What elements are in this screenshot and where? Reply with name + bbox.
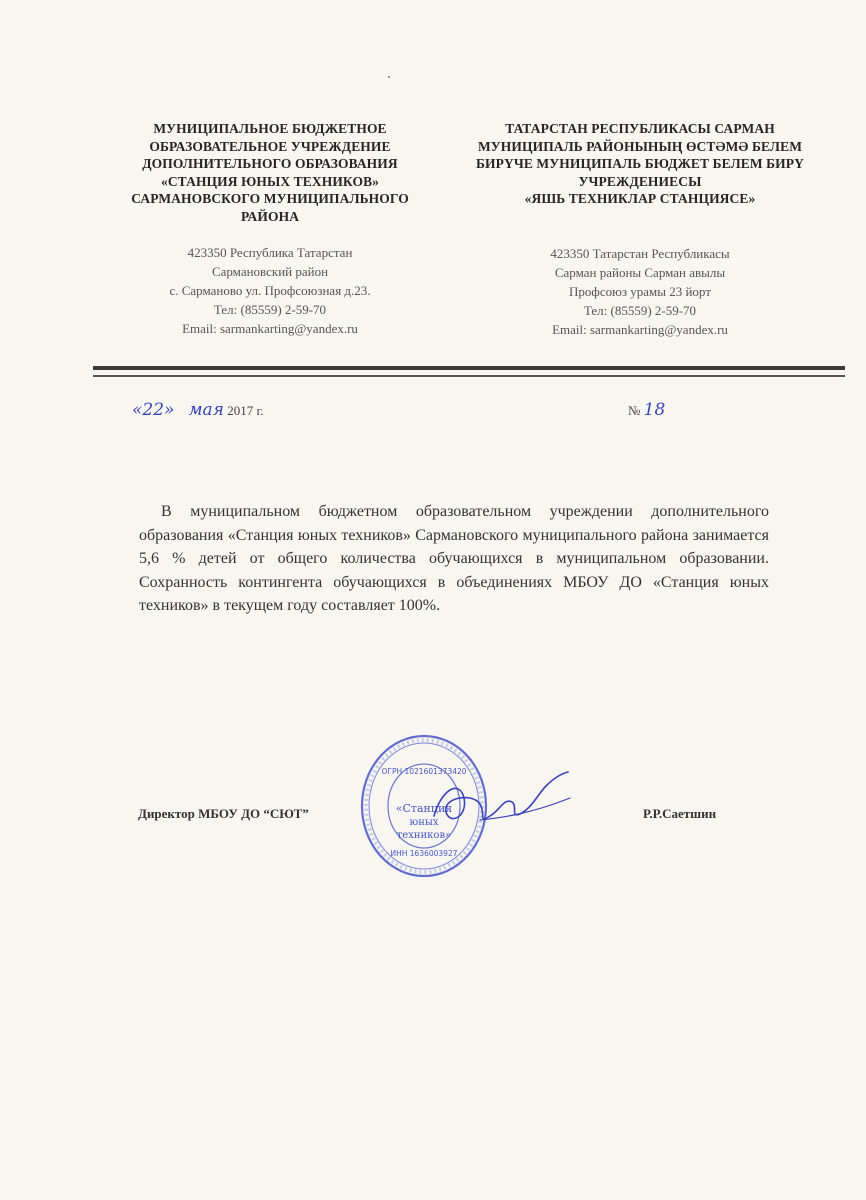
right-header-line: БИРҮЧЕ МУНИЦИПАЛЬ БЮДЖЕТ БЕЛЕМ БИРҮ <box>476 156 804 171</box>
left-header-line: МУНИЦИПАЛЬНОЕ БЮДЖЕТНОЕ <box>153 121 387 136</box>
left-header-line: ОБРАЗОВАТЕЛЬНОЕ УЧРЕЖДЕНИЕ <box>149 138 391 154</box>
left-header <box>92 120 448 338</box>
stamp-ogrn: ОГРН 1021601373420 <box>381 767 467 776</box>
date-year: 2017 <box>227 403 254 418</box>
left-address-line: Тел: (85559) 2-59-70 <box>213 302 327 317</box>
date-month: мая <box>188 400 224 420</box>
right-address-line: 423350 Татарстан Республикасы <box>550 245 730 261</box>
right-address <box>438 244 842 339</box>
date-year-suffix: г. <box>256 403 264 418</box>
left-header-line: «СТАНЦИЯ ЮНЫХ ТЕХНИКОВ» <box>160 173 380 189</box>
right-header <box>438 120 842 339</box>
stamp-line: техников» <box>396 830 452 841</box>
stamp-inn: ИНН 1636003927 <box>390 849 458 858</box>
director-title: Директор МБОУ ДО “СЮТ” <box>138 806 309 821</box>
right-header-line: МУНИЦИПАЛЬ РАЙОНЫНЫҢ ӨСТӘМӘ БЕЛЕМ <box>477 138 803 154</box>
left-header-line: ДОПОЛНИТЕЛЬНОГО ОБРАЗОВАНИЯ <box>142 156 398 171</box>
document-number <box>628 400 665 420</box>
stamp-line: «Станция <box>395 802 453 815</box>
document-date <box>132 400 264 420</box>
left-header-line: САРМАНОВСКОГО МУНИЦИПАЛЬНОГО <box>131 191 409 206</box>
left-address-line: с. Сарманово ул. Профсоюзная д.23. <box>169 283 371 298</box>
left-email: Email: sarmankarting@yandex.ru <box>182 321 358 336</box>
right-email: Email: sarmankarting@yandex.ru <box>552 321 728 337</box>
header-divider-thick <box>93 366 845 370</box>
speck <box>388 76 390 78</box>
letter-body <box>139 500 769 618</box>
number-label: № <box>628 403 641 418</box>
date-day: «22» <box>132 400 175 420</box>
left-address-line: Сармановский район <box>211 264 329 279</box>
right-header-line: ТАТАРСТАН РЕСПУБЛИКАСЫ САРМАН <box>505 121 775 136</box>
left-address-line: 423350 Республика Татарстан <box>187 245 353 260</box>
left-address <box>92 243 448 338</box>
number-value: 18 <box>643 400 666 420</box>
right-header-line: УЧРЕЖДЕНИЕСЫ <box>578 173 702 189</box>
right-address-line: Тел: (85559) 2-59-70 <box>583 302 697 318</box>
right-address-line: Профсоюз урамы 23 йорт <box>569 283 711 299</box>
stamp-line: юных <box>409 817 439 828</box>
right-address-line: Сарман районы Сарман авылы <box>554 264 726 280</box>
body-paragraph: В муниципальном бюджетном образовательном учреждении дополнительного образования «Станция юных техников» Сармановского муниципального района занимается 5,6 % детей от общего количества обучающихся в муниципальном образовании. Сохранность контингента обучающихся в объединениях МБОУ ДО «Станция юных техников» в текущем году составляет 100%. <box>139 503 769 614</box>
left-header-line: РАЙОНА <box>240 208 300 224</box>
director-name: Р.Р.Саетшин <box>643 806 717 821</box>
right-header-line: «ЯШЬ ТЕХНИКЛАР СТАНЦИЯСЕ» <box>524 191 756 206</box>
header-divider-thin <box>93 375 845 377</box>
handwritten-signature <box>420 768 580 838</box>
